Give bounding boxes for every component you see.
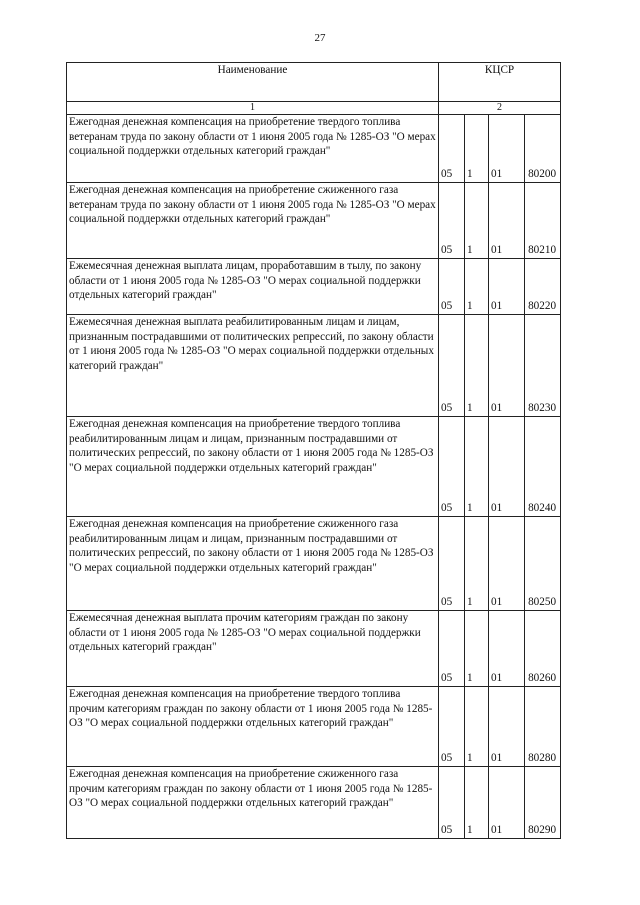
table-body (67, 115, 561, 839)
row-code-3: 01 (489, 259, 525, 315)
row-name: Ежегодная денежная компенсация на приобретение твердого топлива реабилитированным лицам и лицам, признанным пострадавшими от политических репрессий, по закону области от 1 июня 2005 года № 1285-ОЗ "О мерах социальной поддержки отдельных категорий граждан" (67, 417, 439, 517)
table-row (67, 611, 561, 687)
budget-classification-table (66, 62, 561, 839)
table-row (67, 315, 561, 417)
row-code-2: 1 (465, 115, 489, 183)
row-code-4: 80220 (525, 259, 561, 315)
row-code-1: 05 (439, 315, 465, 417)
row-code-2: 1 (465, 767, 489, 839)
row-code-2: 1 (465, 417, 489, 517)
row-code-1: 05 (439, 259, 465, 315)
column-number-1: 1 (67, 102, 439, 115)
table-row (67, 687, 561, 767)
table-row (67, 259, 561, 315)
row-code-2: 1 (465, 259, 489, 315)
row-code-4: 80230 (525, 315, 561, 417)
header-row (67, 63, 561, 102)
row-code-1: 05 (439, 417, 465, 517)
table-row (67, 767, 561, 839)
row-code-1: 05 (439, 517, 465, 611)
row-code-1: 05 (439, 687, 465, 767)
row-code-3: 01 (489, 767, 525, 839)
row-code-3: 01 (489, 115, 525, 183)
row-name: Ежегодная денежная компенсация на приобретение сжиженного газа реабилитированным лицам и лицам, признанным пострадавшими от политических репрессий, по закону области от 1 июня 2005 года № 1285-ОЗ "О мерах социальной поддержки отдельных категорий граждан" (67, 517, 439, 611)
row-code-3: 01 (489, 517, 525, 611)
row-code-2: 1 (465, 517, 489, 611)
row-code-3: 01 (489, 611, 525, 687)
row-code-4: 80250 (525, 517, 561, 611)
row-name: Ежегодная денежная компенсация на приобретение твердого топлива ветеранам труда по закону области от 1 июня 2005 года № 1285-ОЗ "О мерах социальной поддержки отдельных категорий граждан" (67, 115, 439, 183)
row-code-4: 80210 (525, 183, 561, 259)
row-code-3: 01 (489, 687, 525, 767)
row-code-4: 80290 (525, 767, 561, 839)
table-row (67, 517, 561, 611)
row-code-2: 1 (465, 183, 489, 259)
row-code-1: 05 (439, 115, 465, 183)
row-code-3: 01 (489, 183, 525, 259)
column-header-code: КЦСР (439, 63, 561, 102)
row-code-1: 05 (439, 611, 465, 687)
page-number: 27 (314, 32, 326, 44)
row-code-3: 01 (489, 315, 525, 417)
row-code-4: 80280 (525, 687, 561, 767)
row-name: Ежегодная денежная компенсация на приобретение сжиженного газа ветеранам труда по закону области от 1 июня 2005 года № 1285-ОЗ "О мерах социальной поддержки отдельных категорий граждан" (67, 183, 439, 259)
row-name: Ежегодная денежная компенсация на приобретение твердого топлива прочим категориям граждан по закону области от 1 июня 2005 года № 1285-ОЗ "О мерах социальной поддержки отдельных категорий граждан" (67, 687, 439, 767)
row-code-2: 1 (465, 687, 489, 767)
row-name: Ежегодная денежная компенсация на приобретение сжиженного газа прочим категориям граждан по закону области от 1 июня 2005 года № 1285-ОЗ "О мерах социальной поддержки отдельных категорий граждан" (67, 767, 439, 839)
column-number-row (67, 102, 561, 115)
table-row (67, 183, 561, 259)
row-name: Ежемесячная денежная выплата прочим категориям граждан по закону области от 1 июня 2005 года № 1285-ОЗ "О мерах социальной поддержки отдельных категорий граждан" (67, 611, 439, 687)
table-row (67, 417, 561, 517)
row-code-1: 05 (439, 767, 465, 839)
row-code-4: 80260 (525, 611, 561, 687)
table-row (67, 115, 561, 183)
row-name: Ежемесячная денежная выплата реабилитированным лицам и лицам, признанным пострадавшими от политических репрессий, по закону области от 1 июня 2005 года № 1285-ОЗ "О мерах социальной поддержки отдельных категорий граждан" (67, 315, 439, 417)
row-code-4: 80200 (525, 115, 561, 183)
row-code-4: 80240 (525, 417, 561, 517)
column-header-name: Наименование (67, 63, 439, 102)
column-number-2: 2 (439, 102, 561, 115)
row-name: Ежемесячная денежная выплата лицам, проработавшим в тылу, по закону области от 1 июня 2005 года № 1285-ОЗ "О мерах социальной поддержки отдельных категорий граждан" (67, 259, 439, 315)
row-code-2: 1 (465, 315, 489, 417)
row-code-1: 05 (439, 183, 465, 259)
row-code-3: 01 (489, 417, 525, 517)
row-code-2: 1 (465, 611, 489, 687)
